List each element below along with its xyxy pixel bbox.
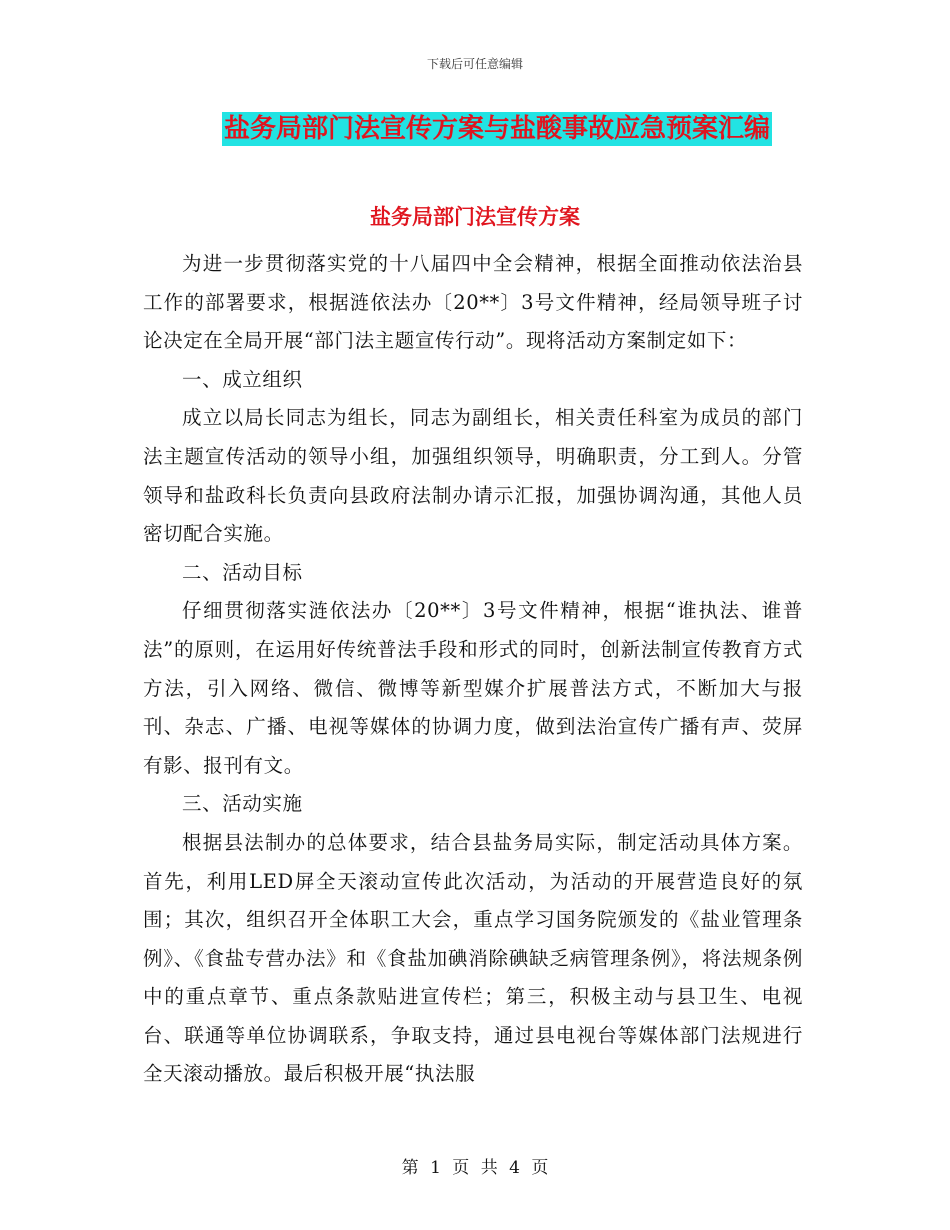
document-body: [143, 245, 803, 1094]
header-note: 下载后可任意编辑: [426, 57, 523, 71]
paragraph-goals: 仔细贯彻落实涟依法办〔20**〕3号文件精神，根据“谁执法、谁普法”的原则，在运用好传统普法手段和形式的同时，创新法制宣传教育方式方法，引入网络、微信、微博等新型媒介扩展普法方式，不断加大与报刊、杂志、广播、电视等媒体的协调力度，做到法治宣传广播有声、荧屏有影、报刊有文。: [143, 599, 803, 777]
page-number-footer: 第 1 页 共 4 页: [401, 1158, 549, 1178]
document-main-title: 盐务局部门法宣传方案与盐酸事故应急预案汇编: [224, 114, 771, 144]
heading-establish-organization: 一、成立组织: [182, 367, 303, 391]
paragraph-implementation: 根据县法制办的总体要求，结合县盐务局实际，制定活动具体方案。首先，利用LED屏全天滚动宣传此次活动，为活动的开展营造良好的氛围；其次，组织召开全体职工大会，重点学习国务院颁发的《盐业管理条例》、《食盐专营办法》和《食盐加碘消除碘缺乏病管理条例》，将法规条例中的重点章节、重点条款贴进宣传栏；第三，积极主动与县卫生、电视台、联通等单位协调联系，争取支持，通过县电视台等媒体部门法规进行全天滚动播放。最后积极开展“执法服: [143, 830, 803, 1086]
paragraph-organization: 成立以局长同志为组长，同志为副组长，相关责任科室为成员的部门法主题宣传活动的领导小组，加强组织领导，明确职责，分工到人。分管领导和盐政科长负责向县政府法制办请示汇报，加强协调沟通，其他人员密切配合实施。: [143, 406, 803, 546]
section-title: 盐务局部门法宣传方案: [370, 205, 580, 229]
heading-activity-goals: 二、活动目标: [182, 560, 303, 584]
paragraph-intro: 为进一步贯彻落实党的十八届四中全会精神，根据全面推动依法治县工作的部署要求，根据涟依法办〔20**〕3号文件精神，经局领导班子讨论决定在全局开展“部门法主题宣传行动”。现将活动方案制定如下：: [143, 252, 803, 353]
heading-activity-implementation: 三、活动实施: [182, 792, 303, 816]
